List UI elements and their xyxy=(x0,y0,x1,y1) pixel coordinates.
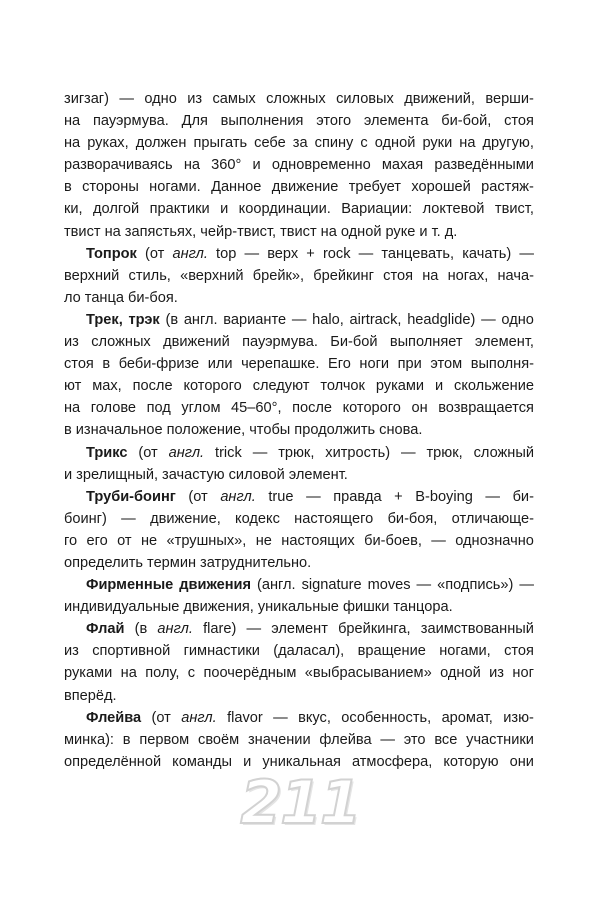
text-line xyxy=(64,508,534,530)
word: его xyxy=(86,532,108,549)
word: (от xyxy=(188,488,208,505)
word: продолжить xyxy=(294,422,376,439)
word: (от xyxy=(138,444,158,461)
word: не xyxy=(140,532,158,549)
word: твист xyxy=(280,223,317,240)
word: скольжение xyxy=(454,378,534,395)
word: силовых xyxy=(336,91,394,107)
word: signature xyxy=(301,577,362,594)
word: в xyxy=(64,422,72,439)
word: стоя xyxy=(504,113,534,130)
word: которого xyxy=(183,378,242,395)
word: выполнения xyxy=(220,113,304,130)
word: ногами. xyxy=(149,179,201,196)
word: вперёд. xyxy=(64,687,117,704)
word: они xyxy=(509,753,534,770)
word: уникальные xyxy=(257,599,339,616)
word: движений xyxy=(163,334,230,351)
word: «трушных», xyxy=(166,532,247,549)
word: — xyxy=(481,311,496,328)
word: изначальное xyxy=(75,422,163,439)
word: однозначно xyxy=(455,532,534,549)
text-line xyxy=(64,154,534,176)
word: индивидуальные xyxy=(64,599,180,616)
paragraph-p2 xyxy=(64,243,534,309)
word: ки, xyxy=(64,201,83,218)
text-line xyxy=(64,110,534,132)
word: 45–60°, xyxy=(231,400,282,417)
text-line xyxy=(64,331,534,353)
page-number: 211 xyxy=(240,768,360,838)
word: в xyxy=(64,179,72,196)
word: движения, xyxy=(183,599,254,616)
word: — xyxy=(244,245,260,262)
italic-word: англ. xyxy=(220,488,256,505)
word: он xyxy=(411,400,428,417)
word: «выбрасыванием» xyxy=(304,665,432,682)
text-line xyxy=(64,442,534,464)
word: термин xyxy=(147,554,197,571)
word: верши- xyxy=(485,91,534,107)
word: значении xyxy=(247,731,311,748)
word: танцора. xyxy=(393,599,453,616)
word: би-боя, xyxy=(387,510,438,527)
word: определённой xyxy=(64,753,162,770)
word: + xyxy=(394,488,403,505)
word: изю- xyxy=(503,709,534,726)
word: — xyxy=(121,510,136,527)
word: на xyxy=(183,157,200,174)
word: с xyxy=(360,135,368,152)
word: на xyxy=(320,223,337,240)
word: ло xyxy=(64,289,81,306)
word: беби-фризе xyxy=(118,356,200,373)
word: halo, xyxy=(312,311,344,328)
word: пауэрмува. xyxy=(92,113,169,130)
word: за xyxy=(292,135,308,152)
word: из xyxy=(64,334,79,351)
word: Би-бой xyxy=(330,334,378,351)
word: не xyxy=(255,532,272,549)
word: танцевать, xyxy=(381,245,455,262)
word: B-boying xyxy=(415,488,473,505)
word: англ. xyxy=(183,311,218,328)
text-line xyxy=(64,198,534,220)
word: — xyxy=(119,91,134,107)
text-line xyxy=(64,530,534,552)
term-word: Труби-боинг xyxy=(86,488,176,505)
paragraph-p8 xyxy=(64,707,534,773)
text-line xyxy=(64,353,534,375)
word: — xyxy=(291,311,307,328)
text-line xyxy=(64,486,534,508)
word: требует xyxy=(348,179,401,196)
word: твист xyxy=(64,223,101,240)
word: (в xyxy=(134,621,148,638)
word: на xyxy=(459,135,476,152)
word: отличающе- xyxy=(451,510,534,527)
italic-word: англ. xyxy=(172,245,208,262)
word: с xyxy=(187,665,196,682)
word: движений, xyxy=(404,91,475,107)
word: и xyxy=(243,753,252,770)
word: (от xyxy=(151,709,171,726)
word: стоя xyxy=(64,356,94,373)
text-line xyxy=(64,707,534,729)
word: уникальная xyxy=(262,753,341,770)
text-line xyxy=(64,640,534,662)
word: элемент, xyxy=(474,334,534,351)
word: и xyxy=(220,201,229,218)
word: затруднительно. xyxy=(200,554,312,571)
word: разворачиваясь xyxy=(64,157,173,174)
term-word: Фирменные xyxy=(86,577,174,594)
word: аромат, xyxy=(441,709,493,726)
word: сложных xyxy=(91,334,151,351)
word: после xyxy=(292,400,333,417)
word: элемент. xyxy=(288,466,348,483)
word: координации. xyxy=(238,201,331,218)
word: этого xyxy=(316,113,352,130)
word: силовой xyxy=(228,466,285,483)
word: прыгать xyxy=(193,135,248,152)
word: особенность, xyxy=(341,709,432,726)
word: rock xyxy=(322,245,351,262)
word: выполня- xyxy=(470,356,534,373)
word: ноги xyxy=(359,356,390,373)
word: и xyxy=(434,378,444,395)
word: и xyxy=(252,157,261,174)
word: стоя xyxy=(383,267,413,284)
word: би-боя. xyxy=(127,289,178,306)
word: стиль, xyxy=(128,267,171,284)
word: (в xyxy=(165,311,179,328)
word: Для xyxy=(181,113,208,130)
text-line xyxy=(64,685,534,707)
term-word: трэк xyxy=(128,311,160,328)
word: которого xyxy=(342,400,401,417)
word: углом xyxy=(181,400,221,417)
paragraph-p4 xyxy=(64,442,534,486)
word: правда xyxy=(333,488,382,505)
word: ют xyxy=(64,378,82,395)
word: пауэрмува. xyxy=(242,334,318,351)
word: би-боев, xyxy=(364,532,422,549)
word: сложный xyxy=(473,444,534,461)
word: спину xyxy=(314,135,354,152)
word: которую xyxy=(443,753,499,770)
word: на xyxy=(104,223,121,240)
word: самых xyxy=(212,91,256,107)
word: би- xyxy=(512,488,534,505)
word: локтевой xyxy=(422,201,485,218)
word: из xyxy=(489,665,504,682)
word: чейр-твист, xyxy=(200,223,277,240)
word: запястьях, xyxy=(124,223,197,240)
word: выполняет xyxy=(389,334,463,351)
text-line xyxy=(64,397,534,419)
word: airtrack, xyxy=(349,311,402,328)
word: из xyxy=(64,643,79,660)
word: одной xyxy=(374,135,416,152)
word: после xyxy=(132,378,173,395)
word: би-бой, xyxy=(441,113,492,130)
word: настоящего xyxy=(294,510,374,527)
word: ногами, xyxy=(439,643,491,660)
word: практики xyxy=(149,201,210,218)
word: headglide) xyxy=(407,311,476,328)
word: трюк, xyxy=(426,444,463,461)
word: должен xyxy=(135,135,187,152)
word: руками xyxy=(64,665,113,682)
word: на xyxy=(422,267,439,284)
text-line xyxy=(64,419,534,441)
word: стороны xyxy=(82,179,139,196)
paragraph-p3 xyxy=(64,309,534,442)
word: — xyxy=(519,245,534,262)
word: и xyxy=(419,223,428,240)
word: «подпись») xyxy=(437,577,514,594)
word: зачастую xyxy=(162,466,225,483)
word: спортивной xyxy=(92,643,171,660)
word: следуют xyxy=(252,378,310,395)
text-line xyxy=(64,265,534,287)
word: махая xyxy=(381,157,424,174)
word: + xyxy=(306,245,315,262)
word: брейкинг xyxy=(313,267,374,284)
word: д. xyxy=(444,223,458,240)
word: из xyxy=(187,91,203,107)
word: trick xyxy=(215,444,242,461)
word: от xyxy=(117,532,132,549)
word: положение, xyxy=(166,422,246,439)
word: верхний xyxy=(64,267,120,284)
term-word: Флай xyxy=(86,621,125,638)
word: в xyxy=(122,731,131,748)
text-line xyxy=(64,132,534,154)
word: твист, xyxy=(494,201,534,218)
text-line xyxy=(64,176,534,198)
word: все xyxy=(434,731,458,748)
term-word: Трикс xyxy=(86,444,128,461)
text-line xyxy=(64,552,534,574)
word: (даласал), xyxy=(273,643,345,660)
italic-word: англ. xyxy=(168,444,205,461)
word: атмосфера, xyxy=(351,753,433,770)
paragraph-p6 xyxy=(64,574,534,618)
term-word: Топрок xyxy=(86,245,137,262)
word: верх xyxy=(267,245,299,262)
word: возвращается xyxy=(438,400,534,417)
word: одно xyxy=(144,91,177,107)
word: Вариации: xyxy=(341,201,413,218)
word: руках, xyxy=(87,135,129,152)
term-word: движения xyxy=(179,577,252,594)
word: долгой xyxy=(93,201,140,218)
word: брейкинга, xyxy=(338,621,411,638)
page-body xyxy=(64,88,534,773)
word: на xyxy=(64,113,81,130)
word: руки xyxy=(422,135,453,152)
word: flavor xyxy=(227,709,263,726)
text-line xyxy=(64,309,534,331)
word: — xyxy=(358,245,374,262)
word: заимствованный xyxy=(420,621,534,638)
word: — xyxy=(416,577,432,594)
text-line xyxy=(64,287,534,309)
word: определить xyxy=(64,554,144,571)
word: минка): xyxy=(64,731,114,748)
text-line xyxy=(64,243,534,265)
word: варианте xyxy=(223,311,287,328)
word: черепашке. xyxy=(241,356,320,373)
text-line xyxy=(64,574,534,596)
word: участники xyxy=(466,731,534,748)
text-line xyxy=(64,618,534,640)
word: это xyxy=(403,731,426,748)
word: хорошей xyxy=(411,179,471,196)
text-line xyxy=(64,662,534,684)
word: качать) xyxy=(462,245,512,262)
word: на xyxy=(64,400,81,417)
word: поочерёдным xyxy=(203,665,297,682)
word: т. xyxy=(431,223,441,240)
word: руке xyxy=(385,223,416,240)
word: гимнастики xyxy=(183,643,260,660)
word: в xyxy=(102,356,111,373)
word: одно xyxy=(501,311,534,328)
word: (англ. xyxy=(257,577,296,594)
term-word: Трек, xyxy=(86,311,123,328)
word: flare) xyxy=(203,621,237,638)
word: этом xyxy=(430,356,463,373)
italic-word: англ. xyxy=(181,709,217,726)
word: брейк», xyxy=(252,267,305,284)
word: одной xyxy=(440,665,481,682)
word: — xyxy=(273,709,288,726)
word: на xyxy=(64,135,81,152)
word: — xyxy=(246,621,262,638)
word: го xyxy=(64,532,78,549)
word: настоящих xyxy=(281,532,355,549)
word: кодекс xyxy=(235,510,280,527)
word: «верхний xyxy=(180,267,244,284)
word: нача- xyxy=(497,267,534,284)
word: moves xyxy=(367,577,411,594)
word: команды xyxy=(172,753,233,770)
word: флейва xyxy=(319,731,372,748)
word: на xyxy=(120,665,137,682)
word: элемент xyxy=(271,621,328,638)
word: — xyxy=(380,731,395,748)
word: движение xyxy=(271,179,339,196)
word: — xyxy=(401,444,416,461)
word: разведёнными xyxy=(434,157,534,174)
word: хитрость) xyxy=(325,444,391,461)
text-line xyxy=(64,221,534,243)
word: вкус, xyxy=(298,709,331,726)
word: зрелищный, xyxy=(76,466,159,483)
text-line xyxy=(64,596,534,618)
text-line xyxy=(64,729,534,751)
word: 360° xyxy=(211,157,242,174)
word: растяж- xyxy=(481,179,534,196)
word: и xyxy=(64,466,73,483)
word: снова. xyxy=(379,422,423,439)
word: — xyxy=(431,532,446,549)
word: ног xyxy=(512,665,534,682)
text-line xyxy=(64,375,534,397)
word: top xyxy=(216,245,237,262)
word: зигзаг) xyxy=(64,91,109,107)
word: — xyxy=(519,577,534,594)
word: одновременно xyxy=(271,157,371,174)
word: при xyxy=(397,356,422,373)
word: Его xyxy=(328,356,351,373)
italic-word: англ. xyxy=(157,621,193,638)
word: движение, xyxy=(150,510,221,527)
term-word: Флейва xyxy=(86,709,142,726)
word: одной xyxy=(340,223,382,240)
text-line xyxy=(64,88,534,110)
text-line xyxy=(64,464,534,486)
word: боинг) xyxy=(64,510,107,527)
word: или xyxy=(207,356,233,373)
paragraph-p1 xyxy=(64,88,534,243)
word: стоя xyxy=(504,643,534,660)
word: танца xyxy=(84,289,124,306)
word: Данное xyxy=(211,179,262,196)
word: полу, xyxy=(145,665,180,682)
word: — xyxy=(306,488,321,505)
word: своём xyxy=(198,731,240,748)
word: голове xyxy=(90,400,137,417)
word: другую, xyxy=(482,135,534,152)
word: (от xyxy=(144,245,165,262)
word: толчок xyxy=(320,378,365,395)
word: первом xyxy=(139,731,190,748)
word: сложных xyxy=(266,91,326,107)
word: под xyxy=(146,400,171,417)
word: себе xyxy=(254,135,286,152)
paragraph-p7 xyxy=(64,618,534,706)
word: трюк, xyxy=(278,444,315,461)
word: руками xyxy=(375,378,425,395)
word: вращение xyxy=(357,643,426,660)
word: — xyxy=(485,488,500,505)
word: элемента xyxy=(363,113,429,130)
word: мах, xyxy=(92,378,122,395)
word: фишки xyxy=(342,599,390,616)
word: чтобы xyxy=(249,422,291,439)
paragraph-p5 xyxy=(64,486,534,574)
word: ногах, xyxy=(447,267,489,284)
word: true xyxy=(268,488,294,505)
word: — xyxy=(252,444,268,461)
